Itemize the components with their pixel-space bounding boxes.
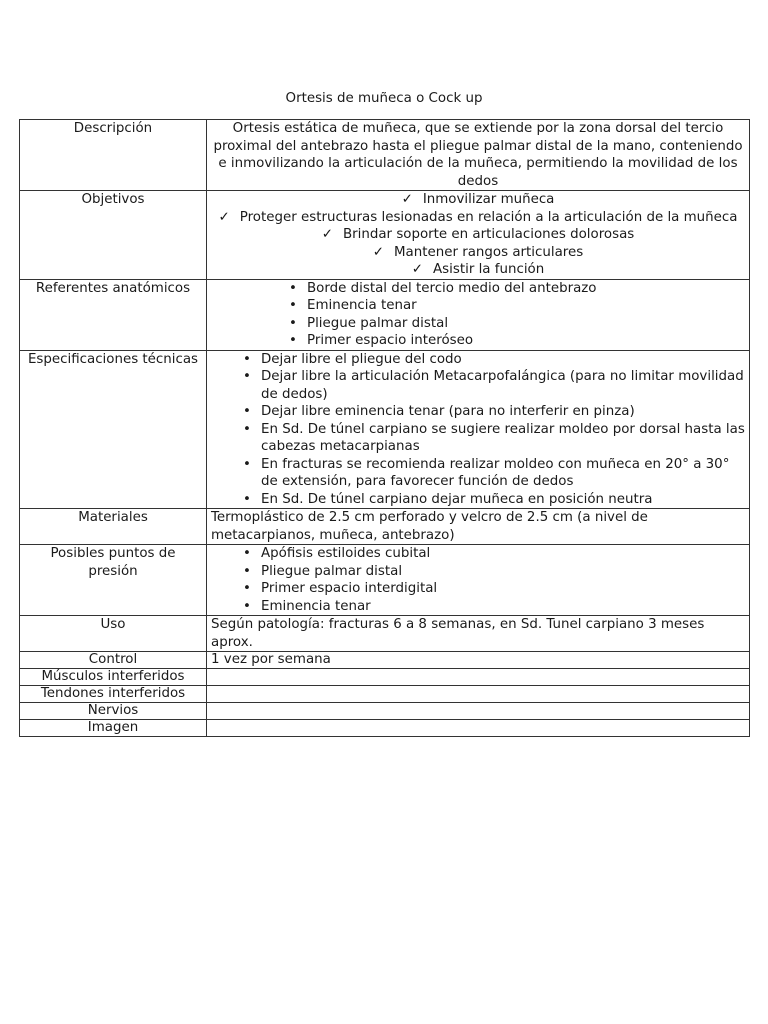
bullet-icon: • [243,546,251,561]
label-control: Control [20,652,207,669]
label-objetivos: Objetivos [20,191,207,280]
anatomic-reference-list [211,280,745,350]
label-referentes: Referentes anatómicos [20,279,207,350]
bullet-icon: • [289,298,297,313]
label-musculos: Músculos interferidos [20,669,207,686]
checkmark-icon: ✓ [321,227,333,242]
value-presion [207,545,750,616]
checkmark-icon: ✓ [218,209,230,225]
list-item [243,368,745,403]
label-presion: Posibles puntos de presión [20,545,207,616]
bullet-icon: • [289,333,297,348]
list-item [243,403,745,421]
row-materiales [20,509,750,545]
list-item-text: Primer espacio interóseo [307,333,474,348]
list-item [243,563,745,581]
label-tendones: Tendones interferidos [20,686,207,703]
bullet-icon: • [289,315,297,331]
list-item [243,491,745,509]
value-imagen [207,720,750,737]
list-item [243,580,745,598]
list-item-text: En fracturas se recomienda realizar moldeo con muñeca en 20° a 30° de extensión, para favorecer función de dedos [261,456,730,489]
objective-text: Proteger estructuras lesionadas en relación a la articulación de la muñeca [239,209,738,225]
row-uso [20,616,750,652]
objective-text: Inmovilizar muñeca [422,192,555,207]
list-item-text: Primer espacio interdigital [261,581,438,596]
row-nervios [20,703,750,720]
value-materiales: Termoplástico de 2.5 cm perforado y velcro de 2.5 cm (a nivel de metacarpianos, muñeca, antebrazo) [207,509,750,545]
value-nervios [207,703,750,720]
objective-text: Mantener rangos articulares [394,244,584,260]
orthosis-spec-table [19,119,750,737]
bullet-icon: • [243,351,251,367]
list-item [289,280,745,298]
bullet-icon: • [243,563,251,579]
list-item [243,545,745,563]
value-referentes [207,279,750,350]
list-item-text: Dejar libre la articulación Metacarpofalángica (para no limitar movilidad de dedos) [261,369,744,402]
list-item [289,332,745,350]
bullet-icon: • [243,598,251,614]
list-item [243,421,745,456]
document-title: Ortesis de muñeca o Cock up [285,91,483,106]
value-control: 1 vez por semana [207,652,750,669]
list-item-text: Dejar libre el pliegue del codo [261,351,462,367]
list-item-text: Pliegue palmar distal [307,315,449,331]
row-imagen [20,720,750,737]
value-tendones [207,686,750,703]
value-descripcion: Ortesis estática de muñeca, que se extiende por la zona dorsal del tercio proximal del antebrazo hasta el pliegue palmar distal de la mano, conteniendo e inmovilizando la articulación de la muñeca, permitiendo la movilidad de los dedos [207,120,750,191]
list-item [289,297,745,315]
bullet-icon: • [243,581,251,596]
label-especificaciones: Especificaciones técnicas [20,350,207,509]
bullet-icon: • [243,491,251,507]
list-item [289,315,745,333]
technical-spec-list [211,351,745,509]
list-item [243,598,745,616]
objective-item [211,261,745,279]
row-tendones [20,686,750,703]
row-musculos [20,669,750,686]
bullet-icon: • [289,280,297,296]
row-objetivos [20,191,750,280]
list-item-text: En Sd. De túnel carpiano dejar muñeca en posición neutra [261,491,653,507]
bullet-icon: • [243,421,251,437]
checkmark-icon: ✓ [411,262,424,277]
objective-item [211,244,745,262]
list-item-text: Apófisis estiloides cubital [261,546,431,561]
label-descripcion: Descripción [20,120,207,191]
row-control [20,652,750,669]
value-objetivos [207,191,750,280]
bullet-icon: • [243,456,251,472]
label-uso: Uso [20,616,207,652]
pressure-points-list [211,545,745,615]
checkmark-icon: ✓ [372,244,384,260]
list-item [243,456,745,491]
list-item-text: Pliegue palmar distal [261,563,403,579]
label-materiales: Materiales [20,509,207,545]
row-descripcion [20,120,750,191]
value-uso: Según patología: fracturas 6 a 8 semanas, en Sd. Tunel carpiano 3 meses aprox. [207,616,750,652]
row-presion [20,545,750,616]
value-especificaciones [207,350,750,509]
list-item-text: Dejar libre eminencia tenar (para no interferir en pinza) [261,404,635,419]
objective-item [211,209,745,227]
row-referentes [20,279,750,350]
list-item [243,351,745,369]
bullet-icon: • [243,404,251,419]
list-item-text: Eminencia tenar [307,298,417,313]
value-musculos [207,669,750,686]
objective-text: Brindar soporte en articulaciones dolorosas [342,227,635,242]
objective-item [211,191,745,209]
checkmark-icon: ✓ [401,192,413,207]
label-nervios: Nervios [20,703,207,720]
list-item-text: Eminencia tenar [261,598,371,614]
list-item-text: En Sd. De túnel carpiano se sugiere realizar moldeo por dorsal hasta las cabezas metacarpianas [261,421,745,454]
objective-text: Asistir la función [433,262,545,277]
label-imagen: Imagen [20,720,207,737]
list-item-text: Borde distal del tercio medio del antebrazo [307,280,597,296]
bullet-icon: • [243,369,251,384]
objective-item [211,226,745,244]
row-especificaciones [20,350,750,509]
